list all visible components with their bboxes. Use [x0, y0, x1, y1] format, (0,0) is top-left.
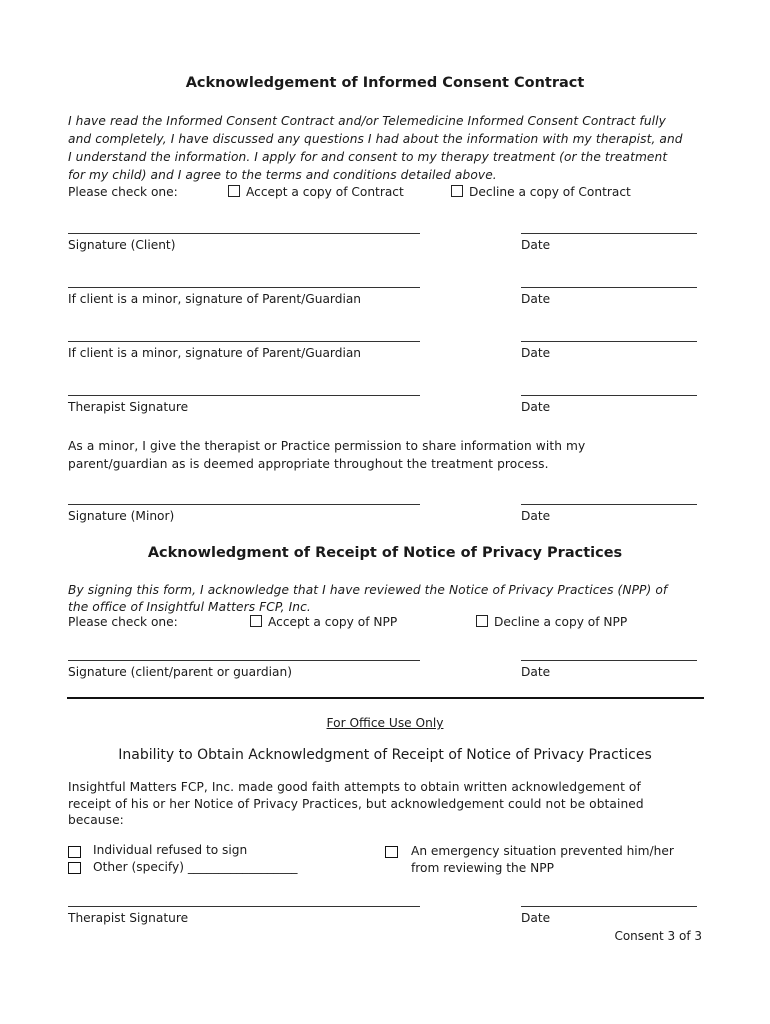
inability-paragraph-line: Insightful Matters FCP, Inc. made good faith attempts to obtain written acknowledgement of — [68, 780, 641, 794]
accept-contract-label: Accept a copy of Contract — [246, 185, 404, 199]
accept-contract-option[interactable] — [228, 185, 404, 199]
signature-line[interactable] — [68, 504, 420, 505]
emergency-label — [411, 843, 674, 877]
signature-line[interactable] — [68, 341, 420, 342]
date-line[interactable] — [521, 504, 697, 505]
inability-title: Inability to Obtain Acknowledgment of Receipt of Notice of Privacy Practices — [118, 747, 652, 763]
date-label: Date — [521, 911, 551, 925]
inability-paragraph — [68, 779, 708, 829]
office-use-heading — [0, 716, 770, 730]
consent-title: Acknowledgement of Informed Consent Contract — [185, 75, 585, 91]
date-label: Date — [521, 400, 551, 414]
decline-npp-option[interactable] — [476, 615, 627, 629]
signature-line[interactable] — [68, 395, 420, 396]
check-prompt: Please check one: — [68, 615, 178, 629]
signature-label: If client is a minor, signature of Parent/Guardian — [68, 346, 362, 360]
checkbox-icon[interactable] — [228, 185, 240, 197]
decline-npp-label: Decline a copy of NPP — [494, 615, 628, 629]
privacy-paragraph-line: By signing this form, I acknowledge that I have reviewed the Notice of Privacy Practices (NPP) of — [68, 583, 668, 597]
inability-paragraph-line: because: — [68, 813, 124, 827]
section-divider — [67, 697, 704, 699]
other-checkbox[interactable] — [68, 862, 81, 874]
page-footer: Consent 3 of 3 — [614, 929, 702, 943]
signature-line[interactable] — [68, 906, 420, 907]
consent-paragraph — [68, 112, 708, 184]
decline-contract-option[interactable] — [451, 185, 631, 199]
minor-paragraph-line: As a minor, I give the therapist or Practice permission to share information with my — [68, 439, 586, 453]
signature-line[interactable] — [68, 287, 420, 288]
date-line[interactable] — [521, 287, 697, 288]
emergency-checkbox[interactable] — [385, 846, 398, 858]
signature-label: If client is a minor, signature of Parent/Guardian — [68, 292, 362, 306]
date-label: Date — [521, 509, 551, 523]
signature-line[interactable] — [68, 660, 420, 661]
decline-contract-label: Decline a copy of Contract — [469, 185, 631, 199]
privacy-paragraph-line: the office of Insightful Matters FCP, Inc. — [68, 599, 311, 614]
accept-npp-option[interactable] — [250, 615, 397, 629]
date-line[interactable] — [521, 233, 697, 234]
refused-label: Individual refused to sign — [93, 843, 248, 857]
signature-line[interactable] — [68, 233, 420, 234]
signature-label: Signature (Minor) — [68, 509, 175, 523]
consent-paragraph-line: I understand the information. I apply for and consent to my therapy treatment (or the treatment — [68, 150, 668, 164]
date-label: Date — [521, 665, 551, 679]
checkbox-icon[interactable] — [476, 615, 488, 627]
emergency-label-line: from reviewing the NPP — [411, 861, 554, 875]
date-label: Date — [521, 238, 551, 252]
privacy-paragraph — [68, 582, 708, 615]
consent-paragraph-line: and completely, I have discussed any questions I had about the information with my therapist, and — [68, 132, 683, 146]
signature-label: Signature (client/parent or guardian) — [68, 665, 292, 679]
date-line[interactable] — [521, 341, 697, 342]
signature-label: Therapist Signature — [68, 400, 189, 414]
minor-paragraph-line: parent/guardian as is deemed appropriate throughout the treatment process. — [68, 457, 549, 471]
inability-paragraph-line: receipt of his or her Notice of Privacy Practices, but acknowledgement could not be obtained — [68, 796, 644, 811]
date-line[interactable] — [521, 395, 697, 396]
check-prompt: Please check one: — [68, 185, 178, 199]
checkbox-icon[interactable] — [250, 615, 262, 627]
other-specify-label: Other (specify) __________________ — [93, 860, 298, 874]
date-line[interactable] — [521, 660, 697, 661]
emergency-label-line: An emergency situation prevented him/her — [411, 844, 674, 858]
refused-checkbox[interactable] — [68, 846, 81, 858]
date-line[interactable] — [521, 906, 697, 907]
date-label: Date — [521, 292, 551, 306]
consent-paragraph-line: for my child) and I agree to the terms and conditions detailed above. — [68, 168, 497, 182]
minor-permission-paragraph — [68, 437, 708, 473]
accept-npp-label: Accept a copy of NPP — [268, 615, 398, 629]
signature-label: Signature (Client) — [68, 238, 176, 252]
signature-label: Therapist Signature — [68, 911, 189, 925]
date-label: Date — [521, 346, 551, 360]
consent-paragraph-line: I have read the Informed Consent Contract and/or Telemedicine Informed Consent Contract fully — [68, 114, 666, 128]
privacy-title: Acknowledgment of Receipt of Notice of Privacy Practices — [147, 545, 623, 561]
checkbox-icon[interactable] — [451, 185, 463, 197]
office-use-heading-text: For Office Use Only — [326, 716, 444, 730]
